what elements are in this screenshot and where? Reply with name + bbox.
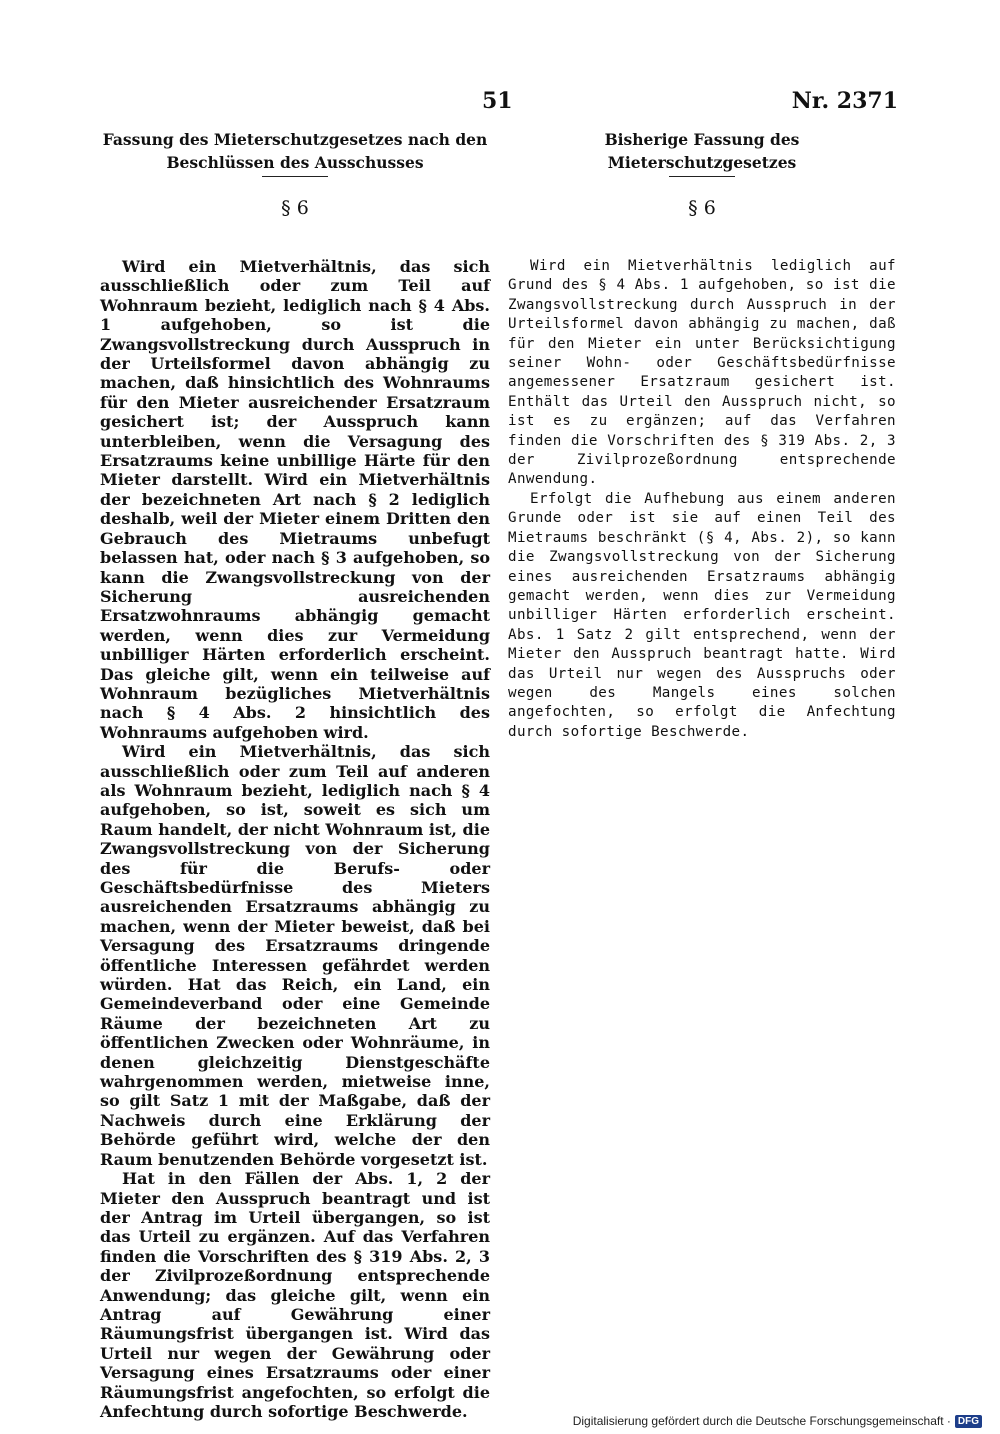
heading-divider — [669, 176, 735, 177]
section-number: § 6 — [281, 197, 309, 219]
column-new-version — [100, 128, 490, 1421]
digitization-footer — [573, 1414, 982, 1428]
column-heading: Bisherige Fassung des Mieterschutzgesetzes — [604, 130, 800, 172]
paragraph: Wird ein Mietverhältnis, das sich ausschließlich oder zum Teil auf anderen als Wohnraum bezieht, lediglich nach § 4 aufgehoben, so ist, soweit es sich um Raum handelt, der nicht Wohnraum ist, die Zwangsvollstreckung von der Sicherung des für die Berufs- oder Geschäftsbedürfnisse des Mieters ausreichenden Ersatzraums abhängig zu machen, wenn der Mieter beweist, daß bei Versagung des Ersatzraums dringende öffentliche Interessen gefährdet werden würden. Hat das Reich, ein Land, ein Gemeindeverband oder eine Gemeinde Räume der bezeichneten Art zu öffentlichen Zwecken oder Wohnräume, in denen gleichzeitig Dienstgeschäfte wahrgenommen werden, mietweise inne, so gilt Satz 1 mit der Maßgabe, daß der Nachweis durch eine Erklärung der Behörde geführt wird, welche der den Raum benutzenden Behörde vorgesetzt ist. — [100, 742, 490, 1169]
page-number: 51 — [482, 88, 513, 114]
footer-text: Digitalisierung gefördert durch die Deutsche Forschungsgemeinschaft · — [572, 1414, 951, 1428]
dfg-logo: DFG — [955, 1415, 982, 1428]
column-body — [508, 257, 896, 742]
column-body — [100, 257, 490, 1421]
column-heading: Fassung des Mieterschutzgesetzes nach den Beschlüssen des Ausschusses — [102, 130, 488, 172]
paragraph: Hat in den Fällen der Abs. 1, 2 der Mieter den Ausspruch beantragt und ist der Antrag im Urteil übergangen, so ist das Urteil zu ergänzen. Auf das Verfahren finden die Vorschriften des § 319 Abs. 2, 3 der Zivilprozeßordnung entsprechende Anwendung; das gleiche gilt, wenn ein Antrag auf Gewährung einer Räumungsfrist übergangen ist. Wird das Urteil nur wegen der Gewährung oder Versagung eines Ersatzraums oder einer Räumungsfrist angefochten, so erfolgt die Anfechtung durch sofortige Beschwerde. — [100, 1169, 490, 1421]
paragraph: Wird ein Mietverhältnis lediglich auf Grund des § 4 Abs. 1 aufgehoben, so ist die Zwangsvollstreckung durch Ausspruch in der Urteilsformel davon abhängig zu machen, daß für den Mieter ein unter Berücksichtigung seiner Wohn- oder Geschäftsbedürfnisse angemessener Ersatzraum gesichert ist. Enthält das Urteil den Ausspruch nicht, so ist es zu ergänzen; auf das Verfahren finden die Vorschriften des § 319 Abs. 2, 3 der Zivilprozeßordnung entsprechende Anwendung. — [508, 258, 896, 488]
column-previous-version — [508, 128, 896, 742]
paragraph: Wird ein Mietverhältnis, das sich ausschließlich oder zum Teil auf Wohnraum bezieht, lediglich nach § 4 Abs. 1 aufgehoben, so ist die Zwangsvollstreckung durch Ausspruch in der Urteilsformel davon abhängig zu machen, daß hinsichtlich des Wohnraums für den Mieter ausreichender Ersatzraum gesichert ist; der Ausspruch kann unterbleiben, wenn die Versagung des Ersatzraums keine unbillige Härte für den Mieter darstellt. Wird ein Mietverhältnis der bezeichneten Art nach § 2 lediglich deshalb, weil der Mieter einem Dritten den Gebrauch des Mietraums unbefugt belassen hat, oder nach § 3 aufgehoben, so kann die Zwangsvollstreckung von der Sicherung ausreichenden Ersatzwohnraums abhängig gemacht werden, wenn dies zur Vermeidung unbilliger Härten erforderlich erscheint. Das gleiche gilt, wenn ein teilweise auf Wohnraum bezügliches Mietverhältnis nach § 4 Abs. 2 hinsichtlich des Wohnraums aufgehoben wird. — [100, 257, 490, 742]
print-number: Nr. 2371 — [791, 88, 898, 114]
paragraph: Erfolgt die Aufhebung aus einem anderen Grunde oder ist sie auf einen Teil des Mietraums beschränkt (§ 4, Abs. 2), so kann die Zwangsvollstreckung von der Sicherung eines ausreichenden Ersatzraums abhängig gemacht werden, wenn dies zur Vermeidung unbilliger Härten erforderlich erscheint. Abs. 1 Satz 2 gilt entsprechend, wenn der Mieter den Ausspruch beantragt hatte. Wird das Urteil nur wegen des Ausspruchs oder wegen des Mangels eines solchen angefochten, so erfolgt die Anfechtung durch sofortige Beschwerde. — [508, 490, 896, 740]
section-number: § 6 — [688, 197, 716, 219]
heading-divider — [262, 176, 328, 177]
